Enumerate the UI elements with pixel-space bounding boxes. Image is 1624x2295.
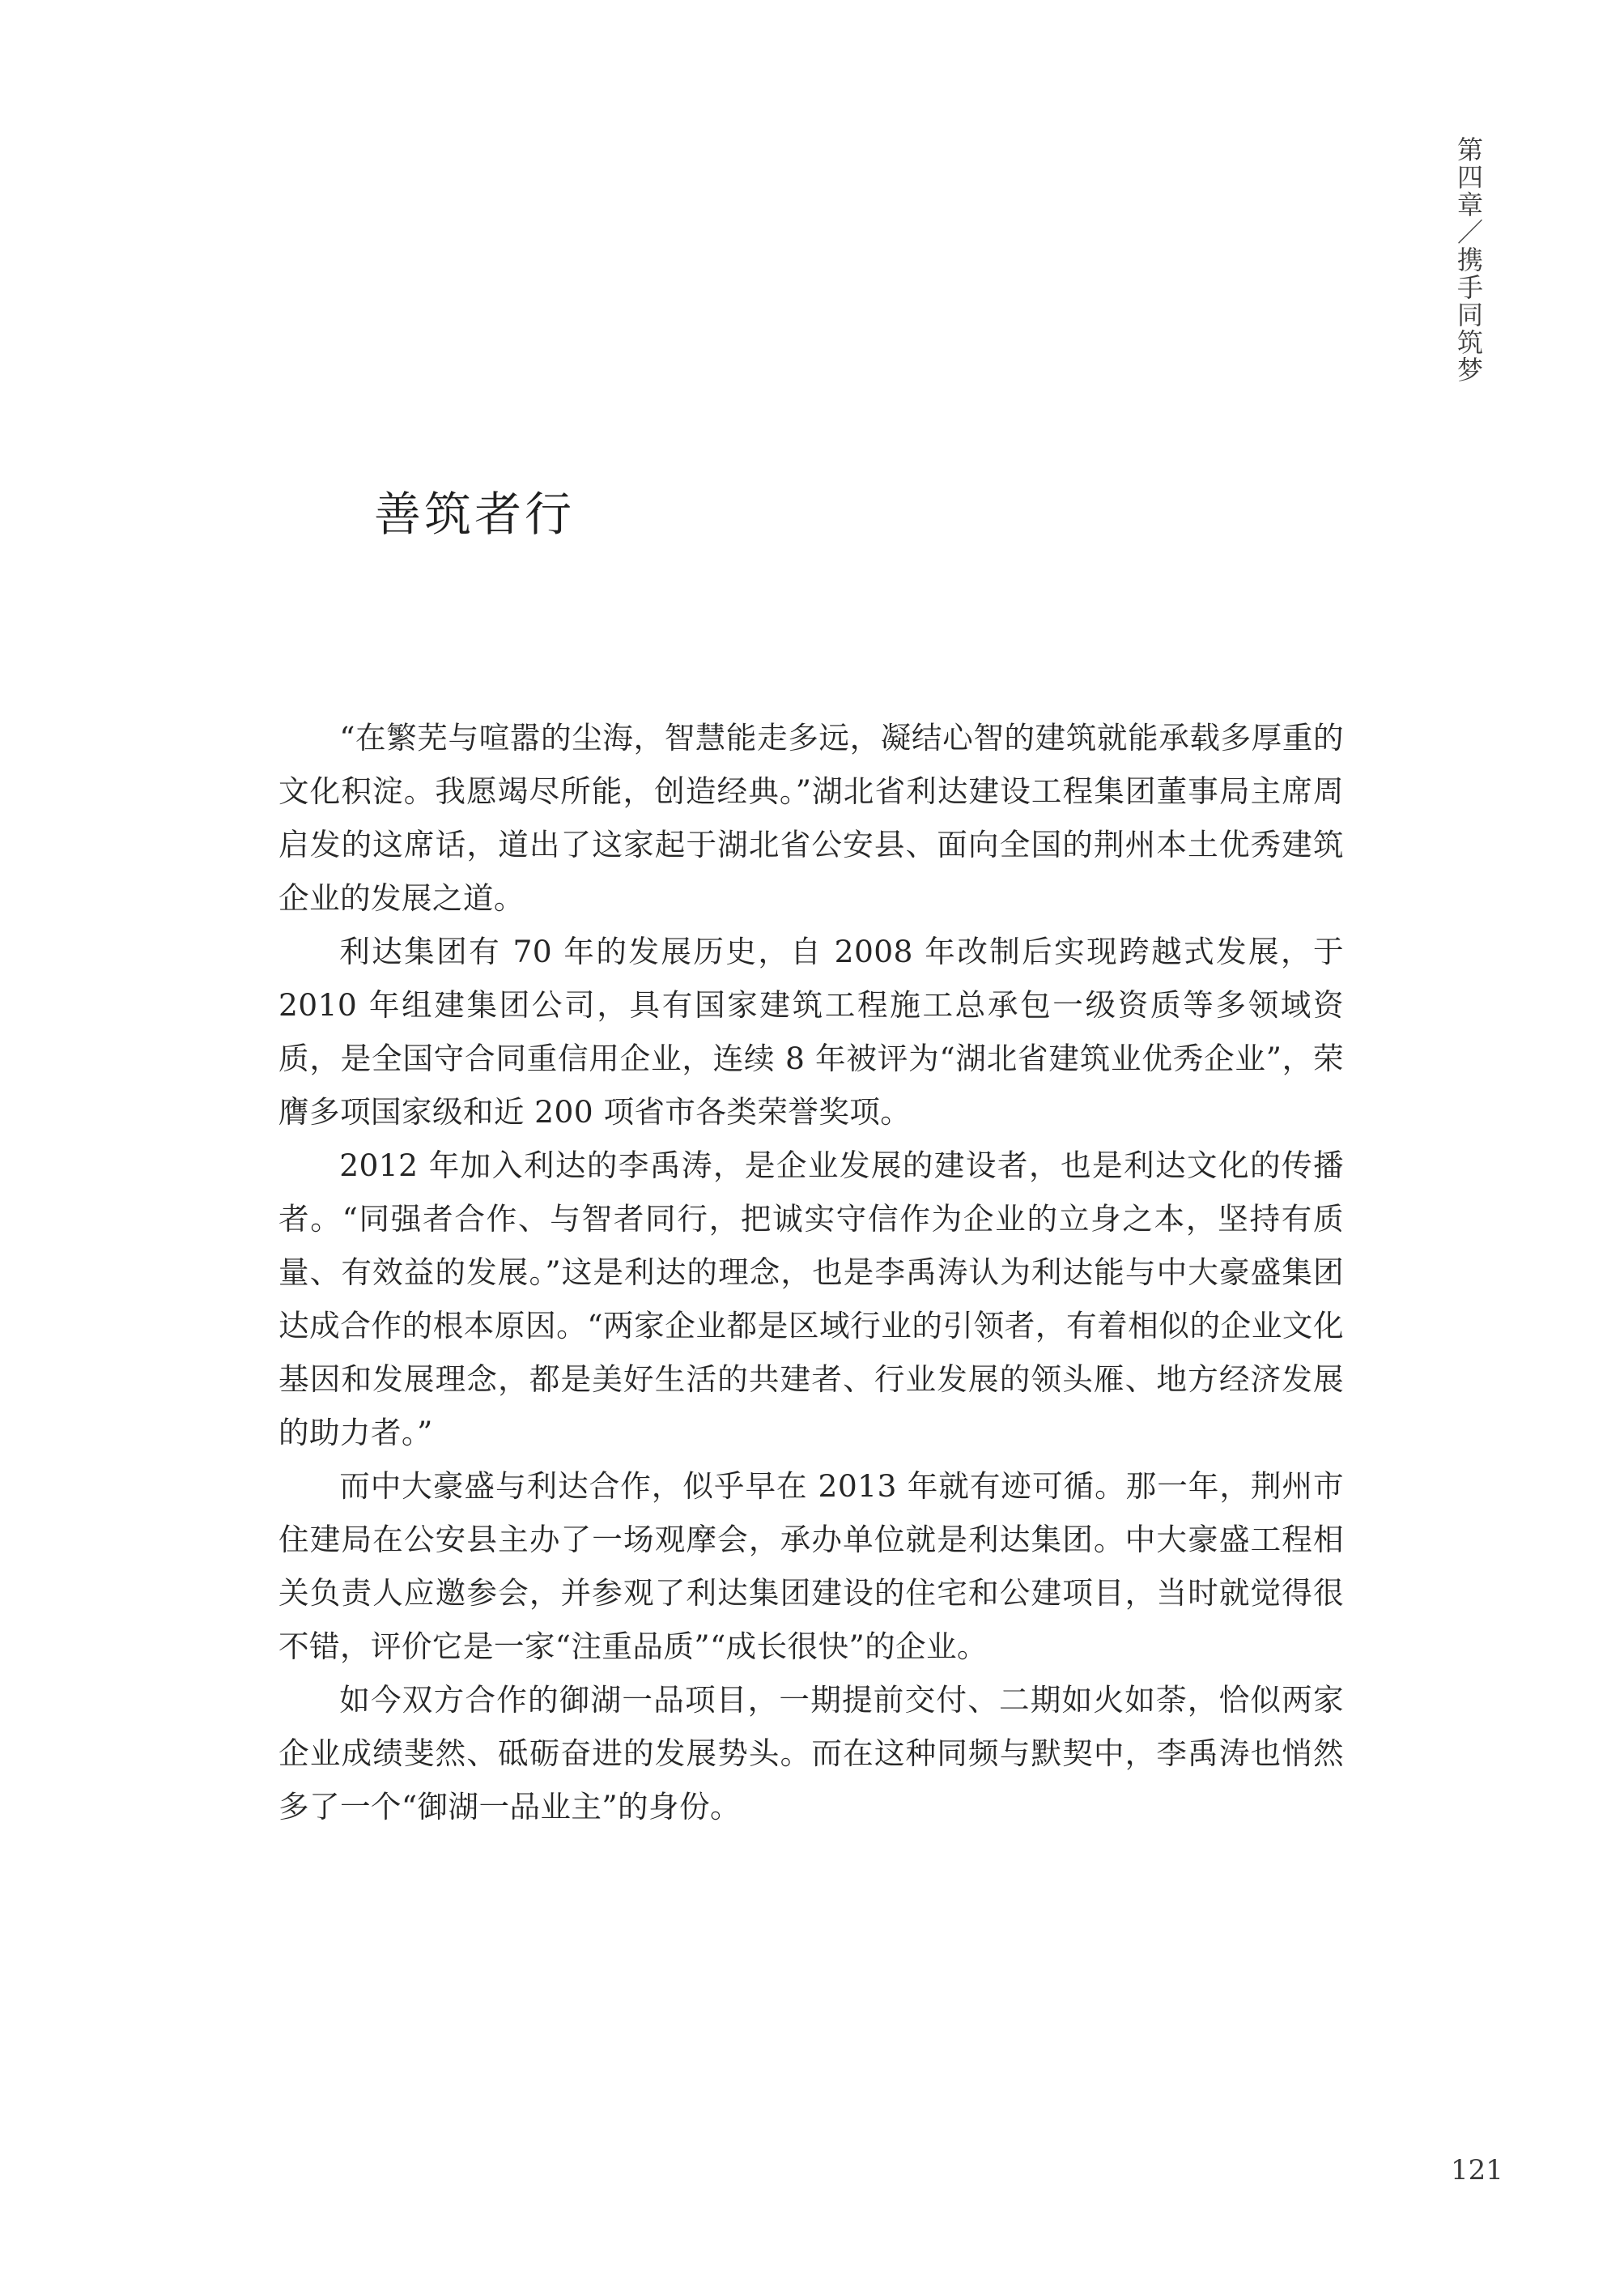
running-head <box>1451 136 1486 384</box>
paragraph-4: 而中大豪盛与利达合作，似乎早在 2013 年就有迹可循。那一年，荆州市住建局在公安县主办了一场观摩会，承办单位就是利达集团。中大豪盛工程相关负责人应邀参会，并参观了利达集团建设的住宅和公建项目，当时就觉得很不错，评价它是一家“注重品质”“成长很快”的企业。 <box>278 1468 1344 1664</box>
running-head-section: 携手同筑梦 <box>1453 246 1484 384</box>
paragraph-2: 利达集团有 70 年的发展历史，自 2008 年改制后实现跨越式发展，于 2010 年组建集团公司，具有国家建筑工程施工总承包一级资质等多领域资质，是全国守合同重信用企业，连续 8 年被评为“湖北省建筑业优秀企业”，荣膺多项国家级和近 200 项省市各类荣誉奖项。 <box>278 934 1344 1130</box>
page-number: 121 <box>1451 2154 1503 2186</box>
paragraph-1: “在繁芜与喧嚣的尘海，智慧能走多远，凝结心智的建筑就能承载多厚重的文化积淀。我愿竭尽所能，创造经典。”湖北省利达建设工程集团董事局主席周启发的这席话，道出了这家起于湖北省公安县、面向全国的荆州本土优秀建筑企业的发展之道。 <box>278 720 1344 916</box>
running-head-chapter: 第四章 <box>1453 136 1484 219</box>
body-text <box>278 711 1344 1833</box>
paragraph-5: 如今双方合作的御湖一品项目，一期提前交付、二期如火如荼，恰似两家企业成绩斐然、砥砺奋进的发展势头。而在这种同频与默契中，李禹涛也悄然多了一个“御湖一品业主”的身份。 <box>278 1682 1344 1825</box>
section-title: 善筑者行 <box>374 487 576 542</box>
paragraph-3: 2012 年加入利达的李禹涛，是企业发展的建设者，也是利达文化的传播者。“同强者合作、与智者同行，把诚实守信作为企业的立身之本，坚持有质量、有效益的发展。”这是利达的理念，也是李禹涛认为利达能与中大豪盛集团达成合作的根本原因。“两家企业都是区域行业的引领者，有着相似的企业文化基因和发展理念，都是美好生活的共建者、行业发展的领头雁、地方经济发展的助力者。” <box>278 1148 1344 1450</box>
running-head-separator: ／ <box>1453 219 1484 246</box>
